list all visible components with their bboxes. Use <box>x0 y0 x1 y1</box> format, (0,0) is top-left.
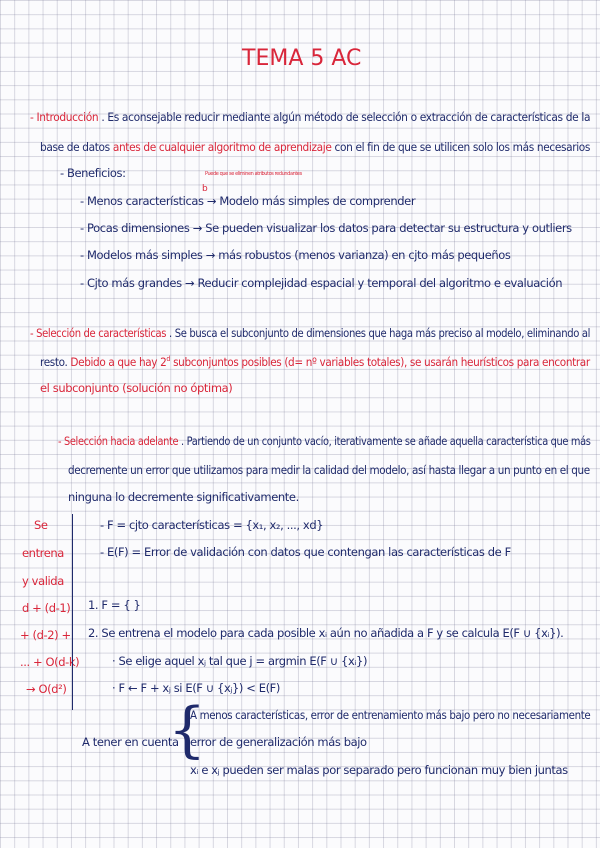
annotation-marker: b <box>202 184 208 194</box>
arrow-icon: → <box>184 276 195 290</box>
step-2b: · F ← F + xⱼ si E(F ∪ {xⱼ}) < E(F) <box>112 681 280 695</box>
margin-note-line: y valida <box>22 574 64 588</box>
seleccion-text-2c: subconjuntos posibles (d= nº variables totales), se usarán heurísticos para encontrar <box>173 355 590 369</box>
seleccion-line-2 <box>40 355 590 369</box>
consideration-item: A menos características, error de entrenamiento más bajo pero no necesariamente <box>190 708 591 722</box>
adelante-heading: - Selección hacia adelante <box>58 434 179 448</box>
seleccion-heading: - Selección de características <box>30 326 167 340</box>
margin-note-line: → O(d²) <box>26 682 67 696</box>
annotation-redundant: Puede que se eliminen atributos redundantes <box>205 171 302 177</box>
step-2a: · Se elige aquel xⱼ tal que j = argmin E(F ∪ {xᵢ}) <box>112 654 368 668</box>
intro-text-2a: base de datos <box>40 140 110 154</box>
seleccion-line-1 <box>30 326 590 340</box>
step-2: 2. Se entrena el modelo para cada posible xᵢ aún no añadida a F y se calcula E(F ∪ {xᵢ}). <box>88 626 564 640</box>
seleccion-line-3: el subconjunto (solución no óptima) <box>40 381 233 395</box>
beneficios-heading: - Beneficios: <box>60 166 126 180</box>
intro-line-1 <box>30 110 590 124</box>
brace-icon: { <box>168 695 206 765</box>
benefit-right: Reducir complejidad espacial y temporal del algoritmo e evaluación <box>197 276 563 290</box>
arrow-icon: → <box>192 221 202 235</box>
adelante-line-2: decremente un error que utilizamos para medir la calidad del modelo, así hasta llegar a un punto en el que <box>68 463 590 477</box>
seleccion-text-2a: resto. <box>40 355 68 369</box>
consideration-item: xᵢ e xⱼ pueden ser malas por separado pero funcionan muy bien juntas <box>190 763 568 777</box>
benefit-left: - Pocas dimensiones <box>80 221 190 235</box>
benefit-item <box>80 276 562 290</box>
benefit-item <box>80 194 415 208</box>
benefit-left: - Cjto más grandes <box>80 276 182 290</box>
margin-note-line: ... + O(d-k) <box>20 655 80 669</box>
intro-text-2c: con el fin de que se utilicen solo los más necesarios <box>334 140 591 154</box>
benefit-right: más robustos (menos varianza) en cjto más pequeños <box>218 248 511 262</box>
intro-heading: - Introducción <box>30 110 99 124</box>
superscript-d: d <box>166 355 171 364</box>
benefit-item <box>80 221 572 235</box>
benefit-left: - Modelos más simples <box>80 248 203 262</box>
margin-divider <box>72 514 73 710</box>
seleccion-text-1: . Se busca el subconjunto de dimensiones que haga más preciso al modelo, eliminando al <box>169 326 591 340</box>
adelante-text-1: . Partiendo de un conjunto vacío, iterativamente se añade aquella característica que más <box>181 434 591 448</box>
consideration-item: error de generalización más bajo <box>190 735 367 749</box>
intro-text-2b: antes de cualquier algoritmo de aprendizaje <box>112 140 332 154</box>
page-title: TEMA 5 AC <box>242 46 362 71</box>
e-definition: - E(F) = Error de validación con datos que contengan las características de F <box>100 545 511 559</box>
benefit-right: Modelo más simples de comprender <box>219 194 416 208</box>
margin-note-line: Se <box>34 518 48 532</box>
step-1: 1. F = { } <box>88 598 141 612</box>
benefit-item <box>80 248 511 262</box>
tener-en-cuenta-label: A tener en cuenta <box>82 735 179 749</box>
arrow-icon: → <box>206 194 217 208</box>
margin-note-line: d + (d-1) <box>22 601 71 615</box>
adelante-line-1 <box>58 434 591 448</box>
intro-text-1: . Es aconsejable reducir mediante algún método de selección o extracción de características de la <box>101 110 591 124</box>
seleccion-text-2b: Debido a que hay 2 <box>70 355 167 369</box>
intro-line-2 <box>40 140 590 154</box>
benefit-left: - Menos características <box>80 194 204 208</box>
f-definition: - F = cjto características = {x₁, x₂, ..., xd} <box>100 518 324 532</box>
arrow-icon: → <box>205 248 215 262</box>
benefit-right: Se pueden visualizar los datos para detectar su estructura y outliers <box>205 221 572 235</box>
margin-note-line: entrena <box>22 546 64 560</box>
adelante-line-3: ninguna lo decremente significativamente. <box>68 490 299 504</box>
margin-note-line: + (d-2) + <box>20 628 71 642</box>
